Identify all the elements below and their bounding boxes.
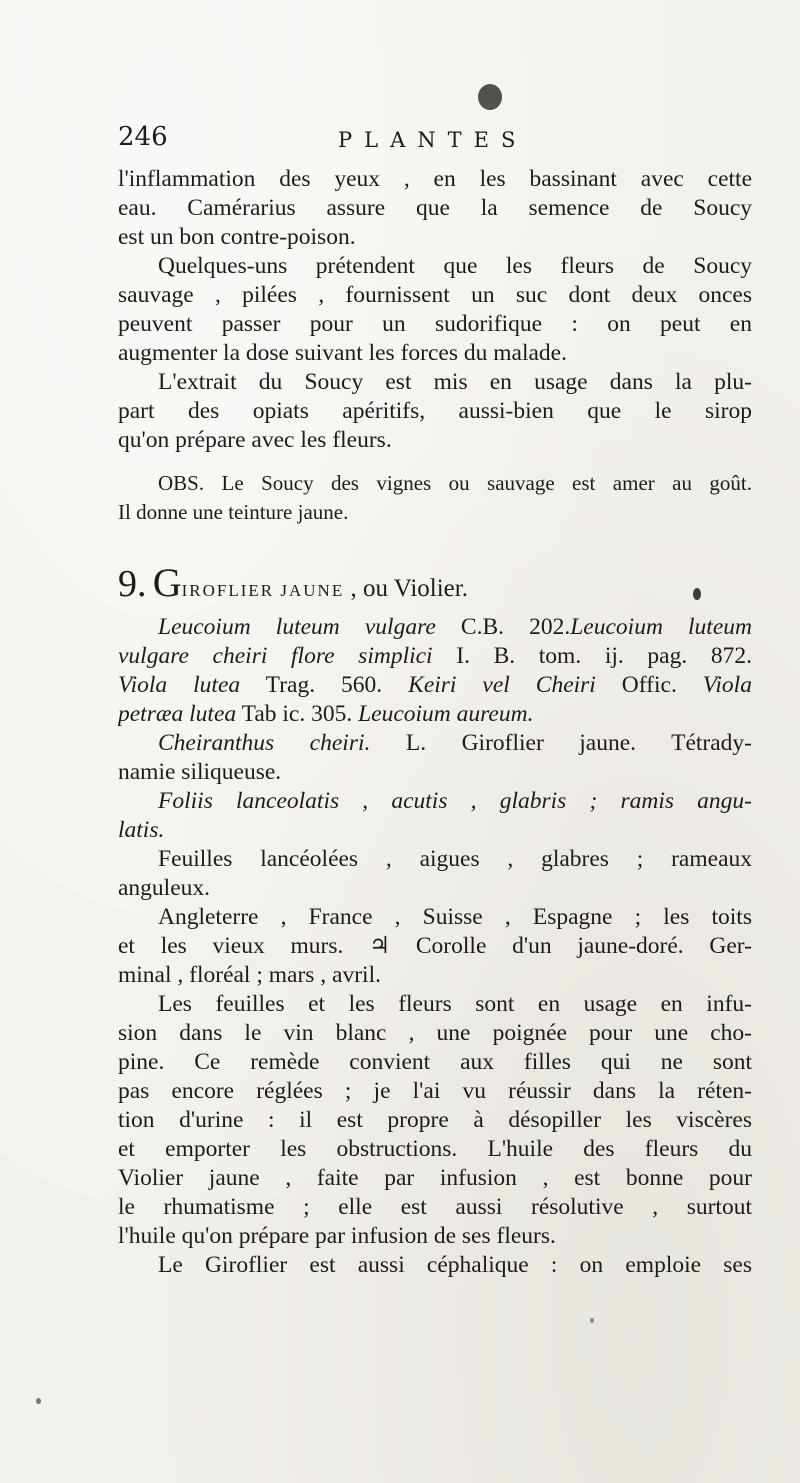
synonym-line: Viola lutea Trag. 560. Keiri vel Cheiri Offic. Viola — [118, 672, 752, 698]
text-line: l'huile qu'on prépare par infusion de ses fleurs. — [118, 1223, 556, 1249]
text-line: OBS. Le Soucy des vignes ou sauvage est amer au goût. — [158, 471, 752, 495]
spacer — [118, 455, 752, 469]
entry-alt-name: , ou Violier. — [350, 575, 468, 602]
ink-speck — [590, 1318, 594, 1323]
synonym-line: latis. — [118, 817, 165, 843]
entry-title — [118, 561, 752, 613]
synonym-line: Foliis lanceolatis , acutis , glabris ; ramis angu- — [158, 788, 752, 814]
synonym-line: Leucoium luteum vulgare C.B. 202.Leucoium luteum — [158, 614, 752, 640]
text-line: sauvage , pilées , fournissent un suc dont deux onces — [118, 282, 752, 308]
ink-speck — [478, 84, 502, 110]
synonym-line: namie siliqueuse. — [118, 759, 282, 785]
paragraph — [118, 990, 752, 1251]
text-line: eau. Camérarius assure que la semence de Soucy — [118, 195, 752, 221]
text-line: minal , floréal ; mars , avril. — [118, 962, 381, 988]
ink-speck — [36, 1398, 41, 1404]
page-header — [118, 118, 748, 162]
text-line: Il donne une teinture jaune. — [118, 500, 349, 524]
paragraph — [118, 903, 752, 990]
text-line: Les feuilles et les fleurs sont en usage en infu- — [158, 991, 752, 1017]
text-line: Violier jaune , faite par infusion , est bonne pour — [118, 1165, 752, 1191]
text-line: le rhumatisme ; elle est aussi résolutive , surtout — [118, 1194, 752, 1220]
text-line: est un bon contre-poison. — [118, 224, 356, 250]
body-text — [118, 165, 752, 1280]
paragraph — [118, 368, 752, 455]
text-line: tion d'urine : il est propre à désopiller les viscères — [118, 1107, 752, 1133]
paragraph — [118, 165, 752, 252]
text-line: Le Giroflier est aussi céphalique : on emploie ses — [158, 1252, 752, 1278]
text-line: pas encore réglées ; je l'ai vu réussir dans la réten- — [118, 1078, 752, 1104]
text-line: anguleux. — [118, 875, 211, 901]
running-head: PLANTES — [338, 128, 528, 152]
text-line: Angleterre , France , Suisse , Espagne ; les toits — [158, 904, 752, 930]
synonymy — [118, 613, 752, 845]
text-line: Feuilles lancéolées , aigues , glabres ; rameaux — [158, 846, 752, 872]
paragraph — [118, 252, 752, 368]
observation-note — [118, 469, 752, 527]
entry-name-caps: IROFLIER JAUNE — [181, 581, 345, 600]
text-line: Quelques-uns prétendent que les fleurs de Soucy — [158, 253, 752, 279]
synonym-line: vulgare cheiri flore simplici I. B. tom. ij. pag. 872. — [118, 643, 752, 669]
text-line: L'extrait du Soucy est mis en usage dans la plu- — [158, 369, 752, 395]
text-line: et les vieux murs. ♃ Corolle d'un jaune-doré. Ger- — [118, 933, 752, 959]
entry-number: 9. — [118, 563, 147, 605]
synonym-line: petræa lutea Tab ic. 305. Leucoium aureum. — [118, 701, 534, 727]
paragraph — [118, 845, 752, 903]
paragraph — [118, 1251, 752, 1280]
text-line: qu'on prépare avec les fleurs. — [118, 427, 392, 453]
text-line: sion dans le vin blanc , une poignée pour une cho- — [118, 1020, 752, 1046]
text-line: pine. Ce remède convient aux filles qui ne sont — [118, 1049, 752, 1075]
page-number: 246 — [118, 122, 168, 152]
text-line: augmenter la dose suivant les forces du malade. — [118, 340, 567, 366]
text-line: l'inflammation des yeux , en les bassinant avec cette — [118, 166, 752, 192]
synonym-line: Cheiranthus cheiri. L. Giroflier jaune. Tétrady- — [158, 730, 752, 756]
text-line: peuvent passer pour un sudorifique : on peut en — [118, 311, 752, 337]
text-line: part des opiats apéritifs, aussi-bien que le sirop — [118, 398, 752, 424]
entry-initial: G — [152, 560, 182, 605]
spacer — [118, 527, 752, 561]
text-line: et emporter les obstructions. L'huile des fleurs du — [118, 1136, 752, 1162]
